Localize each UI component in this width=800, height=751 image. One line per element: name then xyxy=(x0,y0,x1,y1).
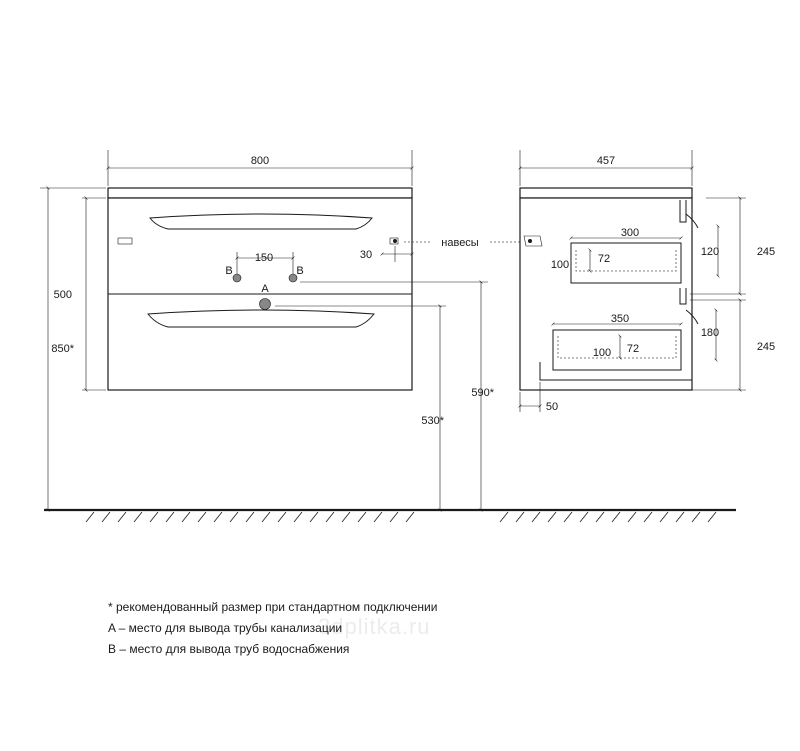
floor-hatch-stroke xyxy=(708,512,716,522)
side-cabinet-body xyxy=(520,198,692,390)
floor-hatch xyxy=(86,512,716,522)
floor-hatch-stroke xyxy=(310,512,318,522)
floor-hatch-stroke xyxy=(500,512,508,522)
top-drawer-inner-label: 100 xyxy=(550,259,570,271)
floor-hatch-stroke xyxy=(676,512,684,522)
pipe-spacing-label: 150 xyxy=(254,252,274,264)
floor-hatch-stroke xyxy=(406,512,414,522)
floor-hatch-stroke xyxy=(548,512,556,522)
floor-hatch-stroke xyxy=(596,512,604,522)
note-supply-b: B – место для вывода труб водоснабжения xyxy=(108,642,350,656)
hanger-offset-label: 30 xyxy=(359,249,373,261)
floor-hatch-stroke xyxy=(326,512,334,522)
floor-hatch-stroke xyxy=(374,512,382,522)
floor-hatch-stroke xyxy=(390,512,398,522)
h590-dim-label: 590* xyxy=(471,387,494,399)
floor-hatch-stroke xyxy=(230,512,238,522)
floor-hatch-stroke xyxy=(134,512,142,522)
hangers-label: навесы xyxy=(441,237,479,249)
top-drawer-inner-h-label: 72 xyxy=(597,253,611,265)
width-dim-label: 800 xyxy=(250,155,270,167)
h850-dim-label: 850* xyxy=(51,343,74,355)
bottom-front-245-label: 245 xyxy=(756,341,776,353)
side-hanger-dot xyxy=(528,239,532,243)
note-drain-a: A – место для вывода трубы канализации xyxy=(108,621,343,635)
back-offset-label: 50 xyxy=(545,401,559,413)
bottom-drawer-depth-label: 350 xyxy=(610,313,630,325)
h500-dim-label: 500 xyxy=(53,289,72,301)
floor-hatch-stroke xyxy=(692,512,700,522)
floor-hatch-stroke xyxy=(182,512,190,522)
front-view xyxy=(40,150,528,510)
floor-hatch-stroke xyxy=(660,512,668,522)
pipe-b-right-label: B xyxy=(296,265,304,277)
h530-dim-label: 530* xyxy=(421,415,444,427)
note-recommended: * рекомендованный размер при стандартном подключении xyxy=(108,600,438,614)
floor-hatch-stroke xyxy=(516,512,524,522)
notes-block xyxy=(108,597,437,660)
drain-a-label: A xyxy=(261,283,269,295)
floor xyxy=(44,510,736,522)
top-drawer-depth-label: 300 xyxy=(620,227,640,239)
top-front-245-label: 245 xyxy=(756,246,776,258)
side-view xyxy=(520,150,775,413)
bottom-drawer-height-label: 180 xyxy=(700,327,720,339)
floor-hatch-stroke xyxy=(118,512,126,522)
floor-hatch-stroke xyxy=(358,512,366,522)
pipe-b-left xyxy=(233,274,241,282)
floor-hatch-stroke xyxy=(580,512,588,522)
floor-hatch-stroke xyxy=(150,512,158,522)
front-countertop xyxy=(108,188,412,198)
floor-hatch-stroke xyxy=(198,512,206,522)
top-drawer-height-label: 120 xyxy=(700,246,720,258)
floor-hatch-stroke xyxy=(246,512,254,522)
drain-a xyxy=(260,299,271,310)
floor-hatch-stroke xyxy=(342,512,350,522)
floor-hatch-stroke xyxy=(564,512,572,522)
bottom-drawer-inner-h-label: 72 xyxy=(626,343,640,355)
floor-hatch-stroke xyxy=(628,512,636,522)
floor-hatch-stroke xyxy=(644,512,652,522)
watermark: 3dplitka.ru xyxy=(318,614,431,639)
floor-hatch-stroke xyxy=(612,512,620,522)
floor-hatch-stroke xyxy=(86,512,94,522)
floor-hatch-stroke xyxy=(214,512,222,522)
pipe-b-left-label: B xyxy=(225,265,233,277)
floor-hatch-stroke xyxy=(278,512,286,522)
floor-hatch-stroke xyxy=(532,512,540,522)
side-countertop xyxy=(520,188,692,198)
depth-dim-label: 457 xyxy=(596,155,616,167)
floor-hatch-stroke xyxy=(262,512,270,522)
right-hanger-dot xyxy=(393,239,397,243)
floor-hatch-stroke xyxy=(166,512,174,522)
bottom-drawer-inner-label: 100 xyxy=(592,347,612,359)
floor-hatch-stroke xyxy=(294,512,302,522)
floor-hatch-stroke xyxy=(102,512,110,522)
